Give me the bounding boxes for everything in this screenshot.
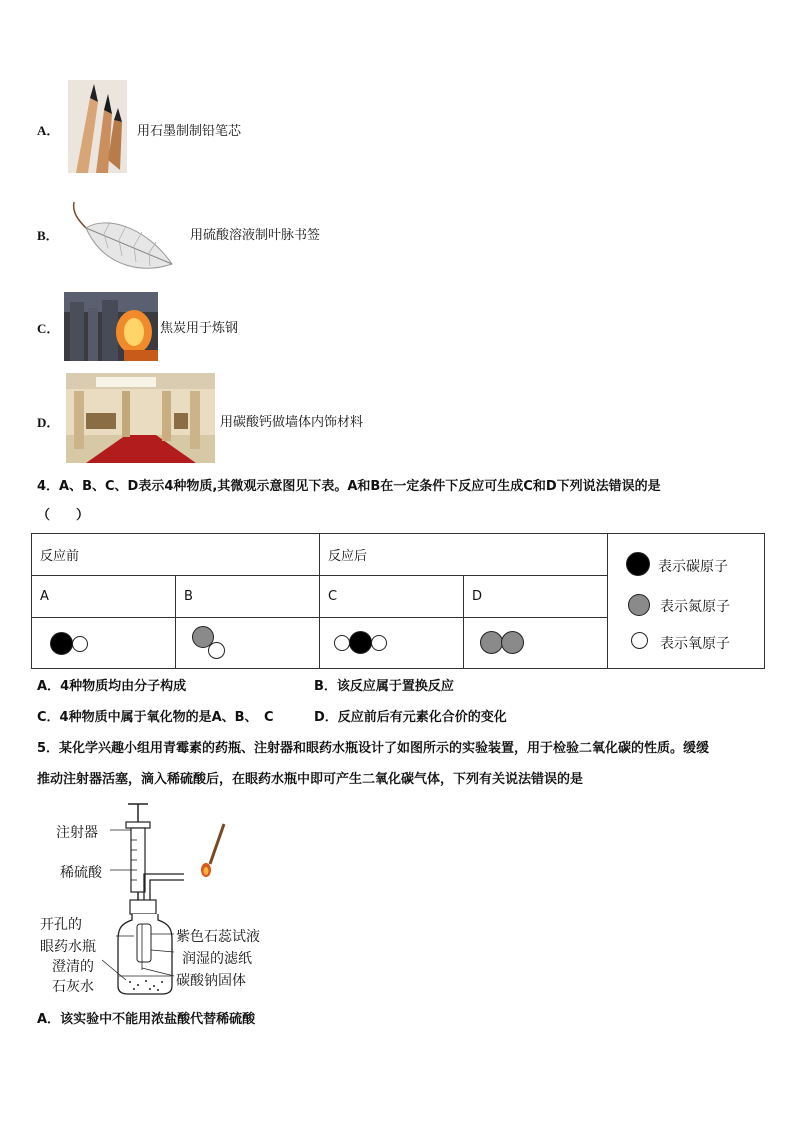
oxygen-atom-icon (371, 635, 387, 651)
option-letter: B． (314, 679, 337, 694)
nitrogen-atom-icon (480, 631, 503, 654)
legend-nitrogen: 表示氮原子 (660, 599, 730, 615)
molecule-a-cell (32, 618, 176, 669)
option-d-text: 用碳酸钙做墙体内饰材料 (220, 415, 364, 430)
label-bottle-2: 眼药水瓶 (40, 939, 96, 955)
option-d (37, 412, 59, 431)
before-header: 反应前 (32, 534, 320, 576)
q5-option-a (37, 1007, 255, 1033)
molecule-b-cell (176, 618, 320, 669)
oxygen-atom-icon (72, 636, 88, 652)
option-text: 4种物质均由分子构成 (60, 679, 187, 694)
steelmaking-image (64, 292, 158, 361)
carbon-atom-icon (626, 552, 650, 576)
question-5-stem-2: 推动注射器活塞，滴入稀硫酸后，在眼药水瓶中即可产生二氧化碳气体，下列有关说法错误的是 (37, 772, 584, 787)
option-c-text: 焦炭用于炼钢 (160, 321, 239, 336)
q4-option-d (314, 705, 507, 731)
molecule-a (40, 618, 167, 668)
option-b (37, 225, 59, 244)
molecule-d-cell (464, 618, 608, 669)
label-syringe: 注射器 (56, 825, 98, 841)
option-a-text: 用石墨制制铅笔芯 (137, 124, 242, 139)
oxygen-atom-icon (208, 642, 225, 659)
steel-furnace-illustration (64, 292, 158, 361)
option-letter: A． (37, 679, 61, 694)
oxygen-atom-icon (631, 632, 648, 649)
legend-oxygen: 表示氧原子 (660, 636, 730, 652)
molecule-b (184, 618, 311, 668)
label-paper: 润湿的滤纸 (182, 951, 252, 967)
label-solid: 碳酸钠固体 (176, 973, 246, 989)
interior-hall-image (66, 373, 215, 463)
option-letter: C． (37, 710, 60, 725)
label-acid: 稀硫酸 (60, 865, 102, 881)
option-text: 4种物质中属于氧化物的是A、B、 C (59, 710, 274, 725)
reaction-table (31, 533, 765, 669)
molecule-c-cell (320, 618, 464, 669)
option-letter: B． (37, 228, 59, 243)
label-bottle-1: 开孔的 (40, 917, 82, 933)
molecule-d (472, 618, 599, 668)
q4-option-c (37, 705, 274, 731)
option-letter: D． (37, 415, 60, 430)
option-text: 该实验中不能用浓盐酸代替稀硫酸 (60, 1012, 256, 1027)
legend-cell (608, 534, 765, 669)
oxygen-atom-icon (334, 635, 350, 651)
pencil-image (68, 80, 127, 173)
carbon-atom-icon (50, 632, 73, 655)
molecule-c (328, 618, 455, 668)
hall-illustration (66, 373, 215, 463)
option-b-text: 用硫酸溶液制叶脉书签 (190, 228, 321, 243)
leaf-skeleton-illustration (64, 198, 176, 280)
label-lime-1: 澄清的 (52, 959, 94, 975)
col-a-header: A (32, 576, 176, 618)
option-letter: C． (37, 321, 60, 336)
col-d-header: D (464, 576, 608, 618)
option-c (37, 318, 59, 337)
question-5-stem: 5．某化学兴趣小组用青霉素的药瓶、注射器和眼药水瓶设计了如图所示的实验装置，用于检验二氧化碳的性质。缓缓 (37, 741, 710, 756)
option-letter: A． (37, 123, 60, 138)
apparatus-diagram (38, 800, 283, 998)
legend-carbon: 表示碳原子 (658, 559, 728, 575)
col-c-header: C (320, 576, 464, 618)
q4-option-b (314, 674, 454, 700)
option-letter: A． (37, 1012, 61, 1027)
option-text: 该反应属于置换反应 (336, 679, 454, 694)
option-text: 反应前后有元素化合价的变化 (337, 710, 507, 725)
carbon-atom-icon (349, 631, 372, 654)
question-4-bracket: （ ） (37, 508, 90, 523)
after-header: 反应后 (320, 534, 608, 576)
label-lime-2: 石灰水 (52, 979, 94, 995)
q4-option-a (37, 674, 186, 700)
col-b-header: B (176, 576, 320, 618)
nitrogen-atom-icon (501, 631, 524, 654)
nitrogen-atom-icon (628, 594, 650, 616)
leaf-image (64, 198, 176, 280)
label-litmus: 紫色石蕊试液 (176, 929, 260, 945)
pencil-illustration (68, 80, 127, 173)
option-letter: D． (314, 710, 338, 725)
option-a (37, 120, 59, 139)
question-4-stem: 4．A、B、C、D表示4种物质,其微观示意图见下表。A和B在一定条件下反应可生成C和D下列说法错误的是 (37, 479, 661, 494)
